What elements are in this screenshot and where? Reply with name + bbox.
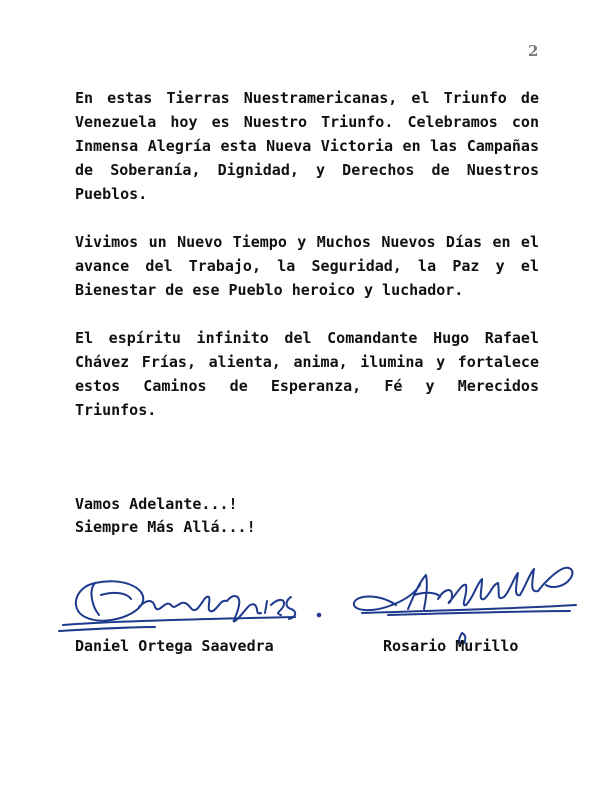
paragraph-3: El espíritu infinito del Comandante Hugo Rafael Chávez Frías, alienta, anima, ilumina y fortalece estos Caminos de Esperanza, Fé y Merecidos Triunfos. <box>75 329 539 419</box>
page-number: 2 <box>528 42 539 60</box>
closing-block <box>75 493 256 539</box>
letter-body <box>75 86 539 446</box>
closing-line-2: Siempre Más Allá...! <box>75 518 256 536</box>
paragraph-2: Vivimos un Nuevo Tiempo y Muchos Nuevos Días en el avance del Trabajo, la Seguridad, la Paz y el Bienestar de ese Pueblo heroico y luchador. <box>75 233 539 299</box>
closing-line-1: Vamos Adelante...! <box>75 495 238 513</box>
paragraph-1: En estas Tierras Nuestramericanas, el Triunfo de Venezuela hoy es Nuestro Triunfo. Celebramos con Inmensa Alegría esta Nueva Victoria en las Campañas de Soberanía, Dignidad, y Derechos de Nuestros Pueblos. <box>75 89 539 203</box>
signature-daniel-ortega <box>55 565 335 637</box>
signer-name-daniel-ortega: Daniel Ortega Saavedra <box>75 637 274 655</box>
signer-name-rosario-murillo: Rosario Murillo <box>383 637 519 655</box>
